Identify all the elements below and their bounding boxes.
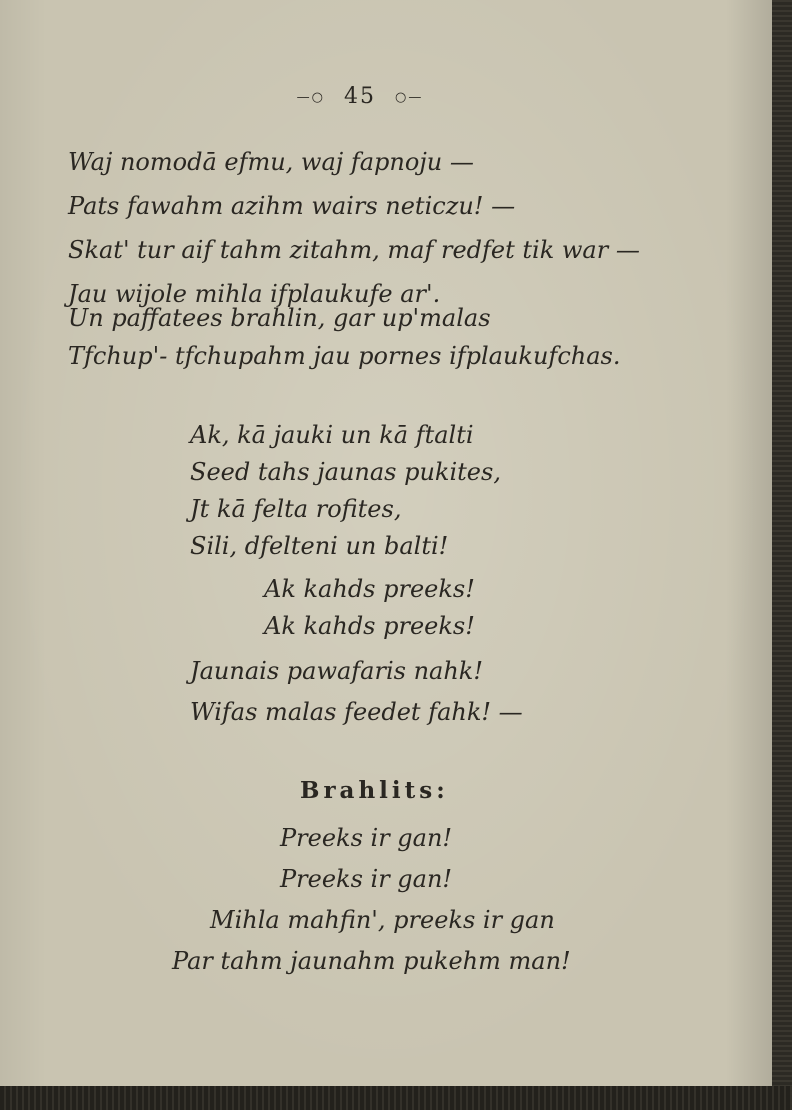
verse-line: Pats fawahm azihm wairs neticzu! — — [68, 192, 516, 220]
verse-line: Par tahm jaunahm pukehm man! — [172, 947, 571, 975]
verse-line: Mihla mahfin', preeks ir gan — [210, 906, 555, 934]
verse-line: Tfchup'- tfchupahm jau pornes ifplaukufchas. — [68, 342, 621, 370]
verse-line: Ak, kā jauki un kā ftalti — [190, 421, 474, 449]
verse-line: Preeks ir gan! — [280, 865, 453, 893]
page-number: 45 — [344, 84, 376, 109]
page-header — [0, 84, 720, 109]
verse-line: Ak kahds preeks! — [264, 612, 475, 640]
ornament-left: —○ — [296, 89, 325, 105]
book-edge-right — [772, 0, 792, 1110]
verse-line: Jau wijole mihla ifplaukufe ar'. — [68, 280, 441, 308]
verse-line: Sili, dfelteni un balti! — [190, 532, 449, 560]
verse-line: Waj nomodā efmu, waj fapnoju — — [68, 148, 474, 176]
ornament-right: ○— — [395, 89, 424, 105]
verse-line: Jaunais pawafaris nahk! — [190, 657, 483, 685]
verse-line: Wifas malas feedet fahk! — — [190, 698, 523, 726]
verse-line: Un paffatees brahlin, gar up'malas — [68, 304, 491, 332]
verse-line: Seed tahs jaunas pukites, — [190, 458, 501, 486]
verse-line: Skat' tur aif tahm zitahm, maf redfet tik war — — [68, 236, 640, 264]
book-edge-bottom — [0, 1086, 792, 1110]
verse-line: Ak kahds preeks! — [264, 575, 475, 603]
verse-line: Preeks ir gan! — [280, 824, 453, 852]
verse-line: Jt kā felta rofites, — [190, 495, 402, 523]
speaker-name: Brahlits: — [300, 777, 449, 804]
